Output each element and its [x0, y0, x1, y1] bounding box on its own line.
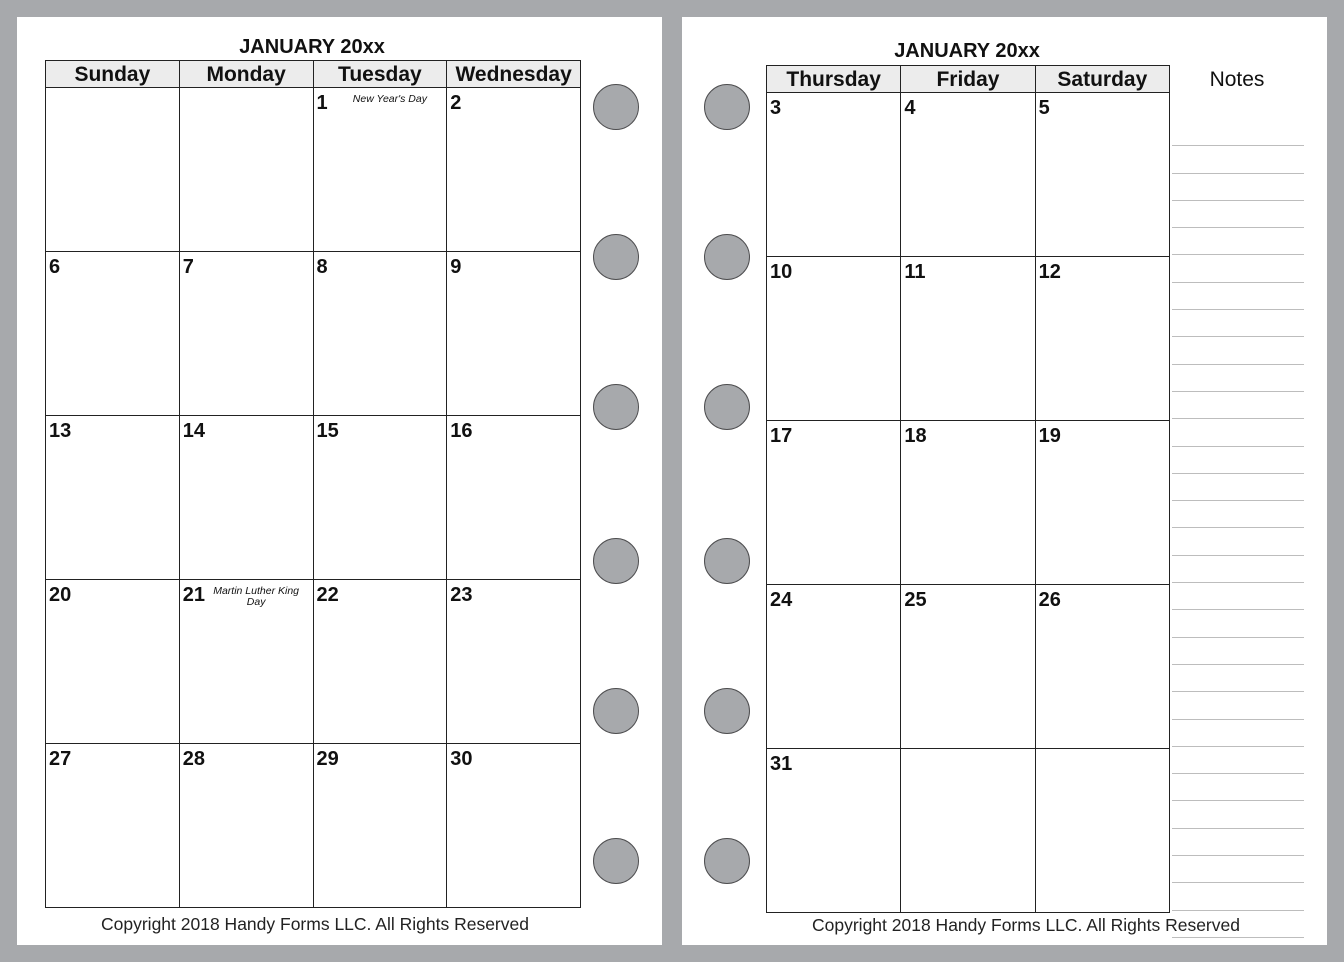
day-number: 1	[316, 92, 328, 114]
day-number: 27	[49, 748, 72, 770]
day-cell	[447, 88, 581, 252]
day-number: 30	[450, 748, 473, 770]
day-number: 28	[182, 748, 205, 770]
day-number: 23	[450, 584, 473, 606]
binder-hole-icon	[704, 538, 750, 584]
day-cell	[447, 252, 581, 416]
note-line	[1172, 392, 1304, 419]
day-cell	[901, 93, 1035, 257]
day-cell	[1035, 257, 1169, 421]
right-calendar-grid	[766, 65, 1170, 913]
day-number: 25	[904, 589, 927, 611]
note-line	[1172, 310, 1304, 337]
day-number: 24	[770, 589, 793, 611]
day-number: 5	[1038, 97, 1050, 119]
note-line	[1172, 528, 1304, 555]
day-cell	[46, 744, 180, 908]
right-calendar-page	[682, 17, 1327, 945]
day-cell	[313, 416, 447, 580]
note-line	[1172, 720, 1304, 747]
note-line	[1172, 474, 1304, 501]
week-row	[46, 580, 581, 744]
binder-hole-icon	[704, 688, 750, 734]
day-cell	[313, 580, 447, 744]
day-cell	[46, 416, 180, 580]
note-line	[1172, 447, 1304, 474]
day-number: 4	[904, 97, 916, 119]
weekday-header-saturday: Saturday	[1035, 66, 1169, 93]
day-number: 9	[450, 256, 462, 278]
note-line	[1172, 174, 1304, 201]
week-row	[46, 744, 581, 908]
note-line	[1172, 583, 1304, 610]
day-cell	[313, 744, 447, 908]
day-cell	[1035, 421, 1169, 585]
day-number: 8	[316, 256, 328, 278]
note-line	[1172, 419, 1304, 446]
day-cell	[179, 88, 313, 252]
day-number: 31	[770, 753, 793, 775]
day-number: 16	[450, 420, 473, 442]
day-cell	[447, 580, 581, 744]
note-line	[1172, 829, 1304, 856]
note-line	[1172, 638, 1304, 665]
note-line	[1172, 201, 1304, 228]
day-cell	[179, 416, 313, 580]
day-cell	[447, 744, 581, 908]
day-number: 6	[49, 256, 61, 278]
day-number: 22	[316, 584, 339, 606]
weekday-header-friday: Friday	[901, 66, 1035, 93]
binder-hole-icon	[704, 84, 750, 130]
note-line	[1172, 610, 1304, 637]
weekday-header-row	[46, 61, 581, 88]
day-cell	[767, 749, 901, 913]
holiday-label: New Year's Day	[352, 93, 427, 105]
note-line	[1172, 337, 1304, 364]
binder-hole-icon	[704, 838, 750, 884]
binder-hole-icon	[593, 84, 639, 130]
day-number: 13	[49, 420, 72, 442]
note-line	[1172, 801, 1304, 828]
holiday-label: Martin Luther King Day	[213, 585, 300, 608]
weekday-header-row	[767, 66, 1170, 93]
weekday-header-sunday: Sunday	[46, 61, 180, 88]
day-cell	[1035, 585, 1169, 749]
right-month-title: JANUARY 20xx	[894, 40, 1040, 62]
day-cell	[46, 580, 180, 744]
day-cell	[179, 744, 313, 908]
note-line	[1172, 665, 1304, 692]
day-number: 17	[770, 425, 793, 447]
day-number: 18	[904, 425, 927, 447]
day-cell	[179, 252, 313, 416]
day-cell	[46, 88, 180, 252]
note-line	[1172, 747, 1304, 774]
note-line	[1172, 255, 1304, 282]
week-row	[46, 88, 581, 252]
week-row	[767, 421, 1170, 585]
note-line	[1172, 856, 1304, 883]
day-cell	[767, 585, 901, 749]
binder-hole-icon	[593, 384, 639, 430]
day-cell	[901, 585, 1035, 749]
day-number: 26	[1038, 589, 1061, 611]
day-cell	[46, 252, 180, 416]
day-number: 11	[904, 261, 926, 283]
note-line	[1172, 146, 1304, 173]
day-cell	[313, 252, 447, 416]
week-row	[767, 93, 1170, 257]
note-line	[1172, 365, 1304, 392]
day-number: 29	[316, 748, 339, 770]
day-number: 15	[316, 420, 339, 442]
binder-hole-icon	[704, 234, 750, 280]
day-number: 19	[1038, 425, 1061, 447]
weekday-header-wednesday: Wednesday	[447, 61, 581, 88]
right-copyright-text: Copyright 2018 Handy Forms LLC. All Rights Reserved	[812, 915, 1240, 935]
note-line	[1172, 883, 1304, 910]
week-row	[767, 257, 1170, 421]
binder-hole-icon	[593, 234, 639, 280]
day-cell	[179, 580, 313, 744]
day-cell	[447, 416, 581, 580]
day-number: 12	[1038, 261, 1061, 283]
day-cell	[901, 749, 1035, 913]
weekday-header-thursday: Thursday	[767, 66, 901, 93]
note-line	[1172, 556, 1304, 583]
left-calendar-page	[17, 17, 662, 945]
note-line	[1172, 501, 1304, 528]
note-line	[1172, 228, 1304, 255]
binder-hole-icon	[593, 688, 639, 734]
day-number: 20	[49, 584, 72, 606]
day-number: 14	[182, 420, 205, 442]
day-number: 10	[770, 261, 793, 283]
day-cell	[901, 421, 1035, 585]
notes-lines	[1172, 119, 1304, 938]
day-cell	[767, 93, 901, 257]
day-cell	[767, 257, 901, 421]
day-cell	[1035, 93, 1169, 257]
note-line	[1172, 119, 1304, 146]
day-cell	[1035, 749, 1169, 913]
binder-hole-icon	[704, 384, 750, 430]
left-month-title: JANUARY 20xx	[239, 36, 385, 58]
left-calendar-grid	[45, 60, 581, 908]
day-number: 21	[182, 584, 205, 606]
day-cell	[313, 88, 447, 252]
weekday-header-tuesday: Tuesday	[313, 61, 447, 88]
note-line	[1172, 692, 1304, 719]
binder-hole-icon	[593, 838, 639, 884]
weekday-header-monday: Monday	[179, 61, 313, 88]
note-line	[1172, 283, 1304, 310]
note-line	[1172, 774, 1304, 801]
day-cell	[901, 257, 1035, 421]
week-row	[767, 749, 1170, 913]
week-row	[767, 585, 1170, 749]
notes-heading: Notes	[1209, 68, 1265, 91]
day-number: 2	[450, 92, 462, 114]
week-row	[46, 416, 581, 580]
week-row	[46, 252, 581, 416]
day-cell	[767, 421, 901, 585]
day-number: 7	[182, 256, 194, 278]
day-number: 3	[770, 97, 782, 119]
binder-hole-icon	[593, 538, 639, 584]
left-copyright-text: Copyright 2018 Handy Forms LLC. All Rights Reserved	[101, 914, 529, 934]
